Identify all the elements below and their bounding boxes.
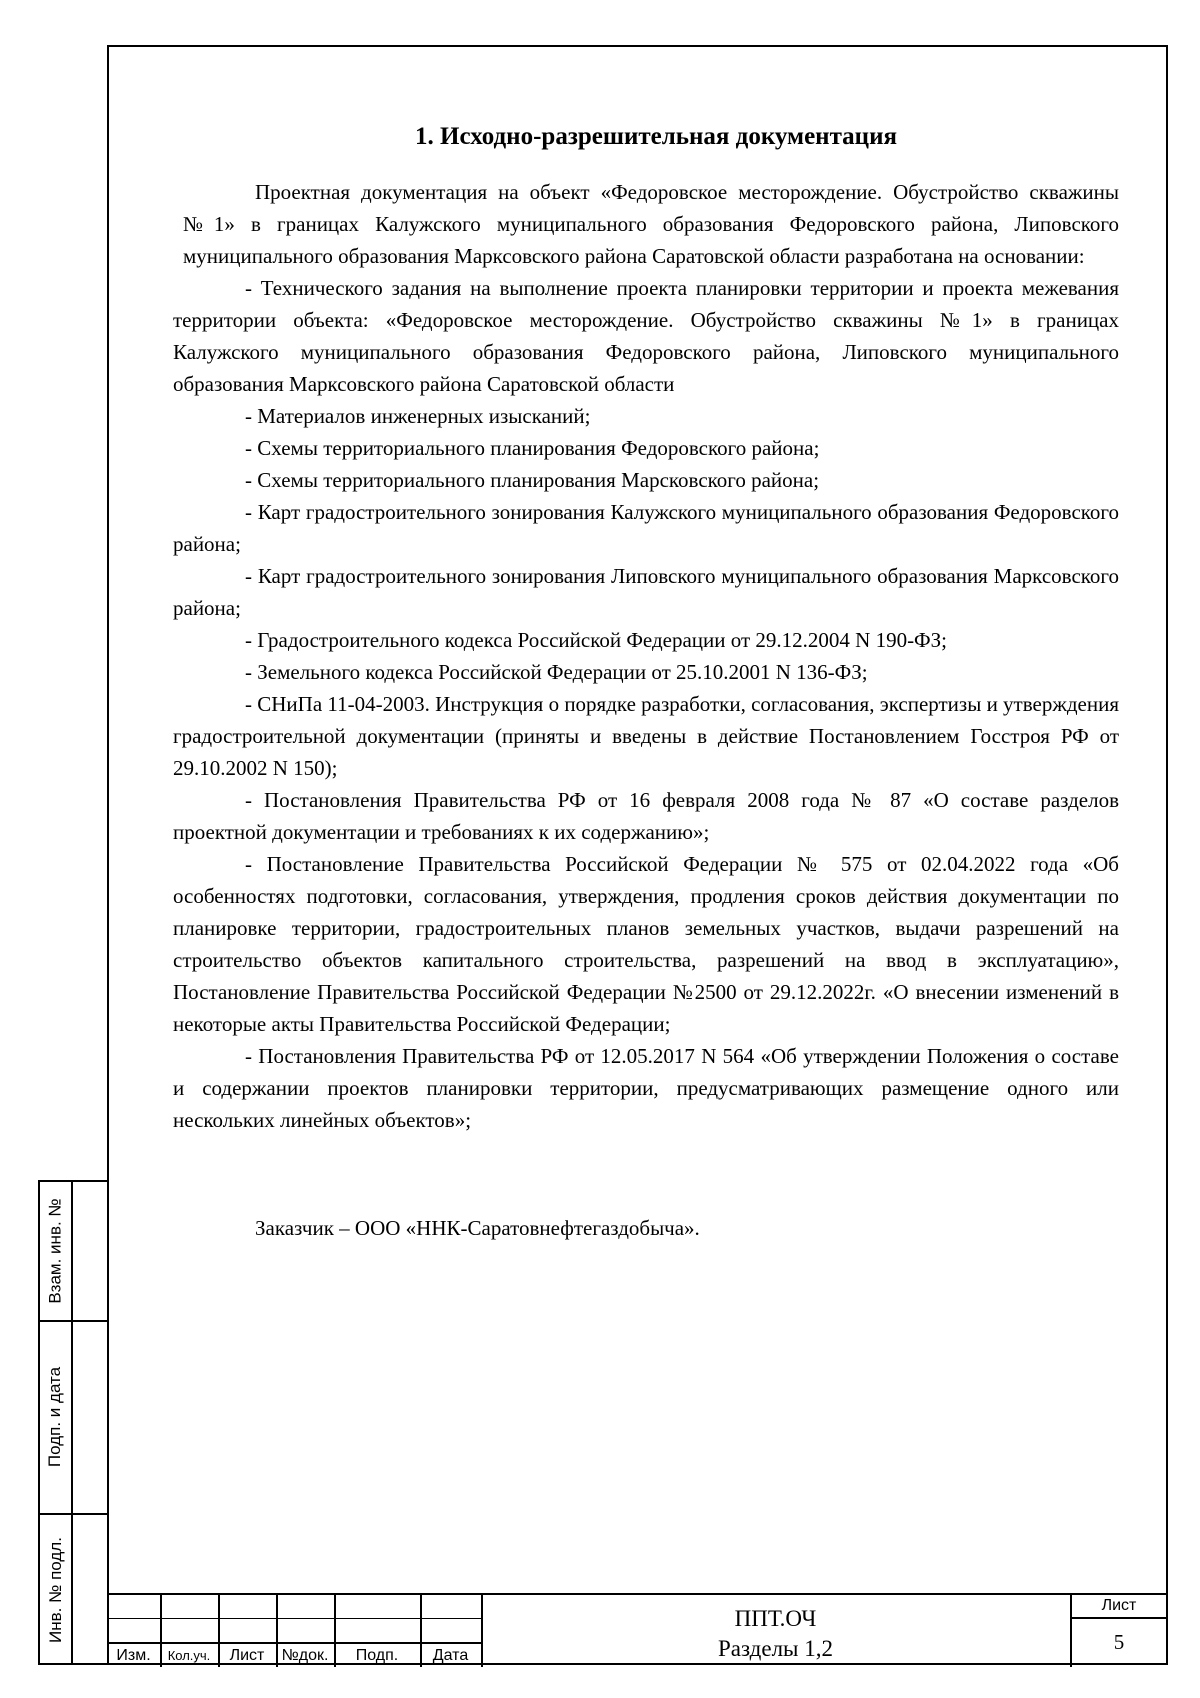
basis-item: - СНиПа 11-04-2003. Инструкция о порядке разработки, согласования, экспертизы и утверждения градостроительной документации (приняты и введены в действие Постановлением Госстроя РФ от 29.10.2002 N 150); <box>173 692 1119 780</box>
basis-item: - Постановления Правительства РФ от 16 февраля 2008 года № 87 «О составе разделов проектной документации и требованиях к их содержанию»; <box>173 788 1119 844</box>
side-stamp-divider <box>71 1182 73 1663</box>
side-stamp-podp: Подп. и дата <box>45 1366 65 1467</box>
doc-code: ППТ.ОЧ <box>734 1606 817 1631</box>
col-data: Дата <box>432 1647 469 1664</box>
title-block <box>107 1593 1168 1665</box>
sheet-label: Лист <box>1101 1597 1137 1614</box>
basis-item: - Карт градостроительного зонирования Липовского муниципального образования Марксовского района; <box>173 564 1119 620</box>
col-izm: Изм. <box>116 1647 151 1664</box>
basis-item: - Схемы территориального планирования Марсковского района; <box>245 468 820 492</box>
basis-item: - Технического задания на выполнение проекта планировки территории и проекта межевания территории объекта: «Федоровское месторождение. Обустройство скважины №1» в границах Калужского муниципального образования Федоровского района, Липовского муниципального образования Марксовского района Саратовской области <box>173 276 1119 396</box>
basis-item: - Схемы территориального планирования Федоровского района; <box>245 436 820 460</box>
side-stamp <box>38 1180 107 1665</box>
col-list: Лист <box>229 1647 265 1664</box>
basis-item: - Постановления Правительства РФ от 12.05.2017 N 564 «Об утверждении Положения о составе и содержании проектов планировки территории, предусматривающих размещение одного или нескольких линейных объектов»; <box>173 1044 1119 1132</box>
title-block-row-line <box>107 1642 481 1644</box>
section-title: 1. Исходно-разрешительная документация <box>415 123 897 150</box>
title-block-row-line <box>1070 1617 1168 1619</box>
intro-paragraph: Проектная документация на объект «Федоровское месторождение. Обустройство скважины №1» в границах Калужского муниципального образования Федоровского района, Липовского муниципального образования Марксовского района Саратовской области разработана на основании: <box>183 180 1119 268</box>
basis-item: - Градостроительного кодекса Российской Федерации от 29.12.2004 N 190-ФЗ; <box>245 628 948 652</box>
doc-subtitle: Разделы 1,2 <box>717 1636 833 1661</box>
customer-line: Заказчик – ООО «ННК-Саратовнефтегаздобыча». <box>255 1216 700 1240</box>
col-kol-uch: Кол.уч. <box>167 1648 211 1663</box>
sheet-number: 5 <box>1113 1630 1125 1654</box>
basis-item: - Карт градостроительного зонирования Калужского муниципального образования Федоровского района; <box>173 500 1119 556</box>
document-body <box>173 122 1119 1265</box>
side-stamp-vzam: Взам. инв. № <box>45 1198 65 1304</box>
basis-list <box>173 272 1119 1136</box>
side-stamp-inv: Инв. № подл. <box>45 1537 65 1643</box>
col-ndok: №док. <box>281 1647 329 1664</box>
title-block-row-line <box>107 1618 481 1619</box>
basis-item: - Земельного кодекса Российской Федерации от 25.10.2001 N 136-ФЗ; <box>245 660 868 684</box>
basis-item: - Материалов инженерных изысканий; <box>245 404 591 428</box>
col-podp: Подп. <box>355 1647 399 1664</box>
basis-item: - Постановление Правительства Российской Федерации № 575 от 02.04.2022 года «Об особенностях подготовки, согласования, утверждения, продления сроков действия документации по планировке территории, градостроительных планов земельных участков, выдачи разрешений на строительство объектов капитального строительства, разрешений на ввод в эксплуатацию», Постановление Правительства Российской Федерации №2500 от 29.12.2022г. «О внесении изменений в некоторые акты Правительства Российской Федерации; <box>173 852 1119 1036</box>
